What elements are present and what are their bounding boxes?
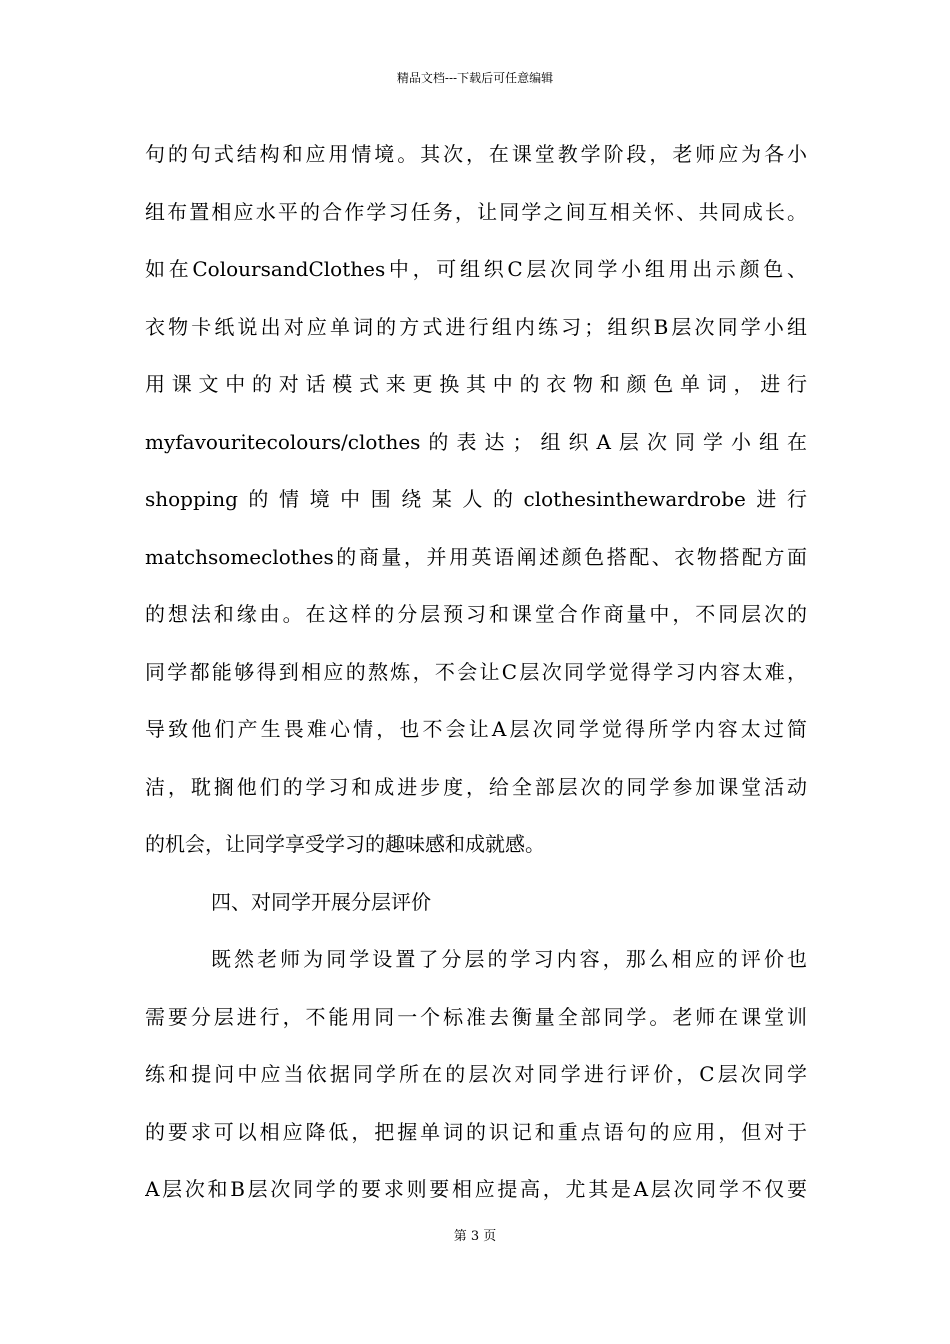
text-line: 组布置相应水平的合作学习任务，让同学之间互相关怀、共同成长。 — [145, 199, 807, 224]
text-line: 如在ColoursandClothes中，可组织C层次同学小组用出示颜色、 — [145, 257, 807, 281]
text-line: 既然老师为同学设置了分层的学习内容，那么相应的评价也 — [211, 947, 807, 971]
text-line: 衣物卡纸说出对应单词的方式进行组内练习；组织B层次同学小组 — [145, 314, 807, 339]
text-line: 的要求可以相应降低，把握单词的识记和重点语句的应用，但对于 — [145, 1119, 807, 1144]
text-line: 需要分层进行，不能用同一个标准去衡量全部同学。老师在课堂训 — [145, 1004, 807, 1029]
page-header: 精品文档---下载后可任意编辑 — [396, 71, 554, 85]
text-line: 洁，耽搁他们的学习和成进步度，给全部层次的同学参加课堂活动 — [145, 774, 807, 799]
section-heading: 四、对同学开展分层评价 — [211, 889, 431, 914]
text-line: matchsomeclothes的商量，并用英语阐述颜色搭配、衣物搭配方面 — [145, 544, 807, 569]
text-line: 练和提问中应当依据同学所在的层次对同学进行评价，C层次同学 — [145, 1062, 807, 1086]
text-line: shopping的情境中围绕某人的clothesinthewardrobe进行 — [145, 487, 807, 511]
text-line: A层次和B层次同学的要求则要相应提高，尤其是A层次同学不仅要 — [145, 1177, 807, 1201]
page-number: 第 3 页 — [453, 1229, 497, 1244]
document-body — [145, 126, 807, 1219]
text-line: 的机会，让同学享受学习的趣味感和成就感。 — [145, 832, 545, 856]
text-line: 用课文中的对话模式来更换其中的衣物和颜色单词，进行 — [145, 372, 807, 396]
text-line: 导致他们产生畏难心情，也不会让A层次同学觉得所学内容太过简 — [145, 717, 807, 741]
text-line: 句的句式结构和应用情境。其次，在课堂教学阶段，老师应为各小 — [145, 142, 807, 166]
text-line: 的想法和缘由。在这样的分层预习和课堂合作商量中，不同层次的 — [145, 602, 807, 626]
text-line: myfavouritecolours/clothes的表达；组织A层次同学小组在 — [145, 429, 807, 454]
text-line: 同学都能够得到相应的熬炼，不会让C层次同学觉得学习内容太难， — [145, 659, 807, 684]
